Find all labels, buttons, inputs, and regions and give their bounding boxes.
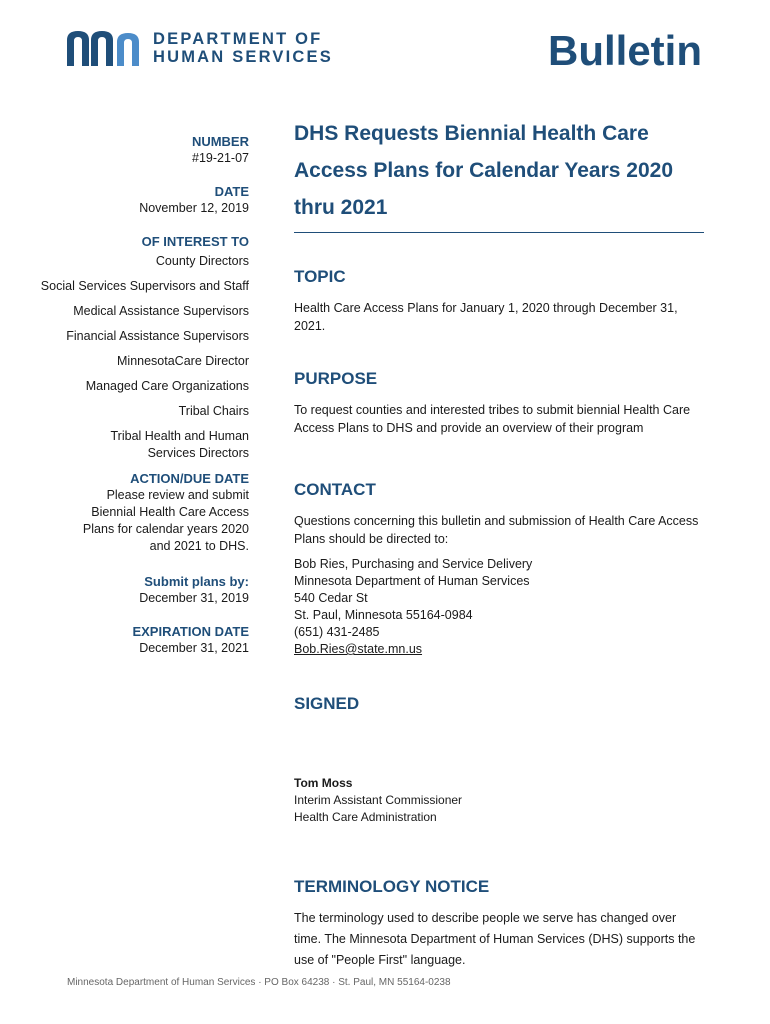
of-interest-label: OF INTEREST TO — [141, 234, 249, 249]
purpose-text: To request counties and interested tribes to submit biennial Health Care Access Plans to DHS and provide an overview of their program — [294, 403, 691, 435]
audience-item: Tribal Chairs — [178, 404, 249, 418]
signature-block — [294, 775, 704, 826]
expiration-date-value: December 31, 2021 — [139, 641, 249, 655]
submit-by-value: December 31, 2019 — [139, 591, 249, 605]
audience-item: Social Services Supervisors and Staff — [40, 279, 249, 293]
contact-line: Minnesota Department of Human Services — [294, 574, 530, 588]
audience-item: Managed Care Organizations — [85, 379, 249, 393]
contact-line: (651) 431-2485 — [294, 625, 380, 639]
topic-text: Health Care Access Plans for January 1, 2020 through December 31, 2021. — [294, 301, 678, 333]
number-label: NUMBER — [191, 134, 249, 149]
action-text: Please review and submit Biennial Health Care Access Plans for calendar years 2020 and 2021 to DHS. — [82, 488, 249, 553]
audience-item: Tribal Health and Human Services Directors — [110, 429, 249, 460]
contact-line: 540 Cedar St — [294, 591, 368, 605]
contact-email-link[interactable]: Bob.Ries@state.mn.us — [294, 642, 423, 656]
signer-title: Interim Assistant Commissioner — [294, 793, 463, 807]
signer-division: Health Care Administration — [294, 810, 437, 824]
topic-heading: TOPIC — [294, 267, 346, 286]
terminology-heading: TERMINOLOGY NOTICE — [294, 877, 490, 896]
org-name-line1: DEPARTMENT OF — [153, 30, 323, 48]
action-due-date-label: ACTION/DUE DATE — [130, 471, 249, 486]
dhs-logo — [67, 30, 333, 66]
bulletin-title: DHS Requests Biennial Health Care Access Plans for Calendar Years 2020 thru 2021 — [294, 115, 704, 233]
terminology-text: The terminology used to describe people we serve has changed over time. The Minnesota Department of Human Services (DHS) supports the use of "People First" language. — [294, 911, 696, 967]
audience-item: MinnesotaCare Director — [117, 354, 249, 368]
bulletin-body — [294, 115, 704, 971]
audience-item: Medical Assistance Supervisors — [73, 304, 249, 318]
signed-heading: SIGNED — [294, 694, 360, 713]
expiration-date-label: EXPIRATION DATE — [132, 624, 249, 639]
contact-heading: CONTACT — [294, 480, 376, 499]
submit-by-label: Submit plans by: — [144, 574, 249, 589]
signer-name: Tom Moss — [294, 776, 353, 790]
document-type-title: Bulletin — [548, 27, 702, 74]
page-footer: Minnesota Department of Human Services · PO Box 64238 · St. Paul, MN 55164-0238 — [67, 977, 451, 988]
contact-intro: Questions concerning this bulletin and submission of Health Care Access Plans should be directed to: — [294, 514, 699, 546]
mn-logo-icon — [67, 30, 143, 66]
contact-block — [294, 556, 704, 658]
date-label: DATE — [214, 184, 249, 199]
date-value: November 12, 2019 — [139, 201, 249, 215]
contact-line: St. Paul, Minnesota 55164-0984 — [294, 608, 473, 622]
audience-item: County Directors — [155, 254, 249, 268]
audience-list — [0, 253, 249, 462]
bulletin-sidebar — [0, 133, 249, 657]
purpose-heading: PURPOSE — [294, 369, 378, 388]
number-value: #19-21-07 — [192, 151, 249, 165]
logo-wordmark — [153, 30, 333, 66]
contact-line: Bob Ries, Purchasing and Service Delivery — [294, 557, 533, 571]
audience-item: Financial Assistance Supervisors — [66, 329, 249, 343]
org-name-line2: HUMAN SERVICES — [153, 48, 333, 66]
